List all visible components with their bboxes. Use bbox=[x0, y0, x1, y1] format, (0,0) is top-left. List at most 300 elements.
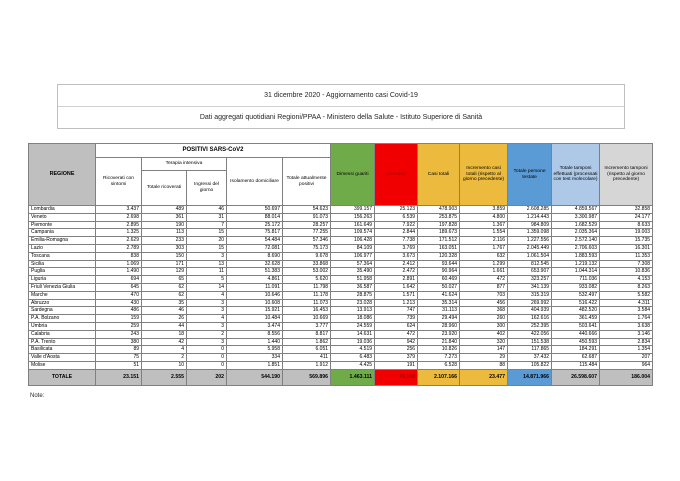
value-cell: 0 bbox=[187, 346, 227, 354]
column-header-incremento-tamponi: Incremento tamponi (rispetto al giorno precedente) bbox=[600, 144, 653, 206]
region-name: Veneto bbox=[29, 213, 96, 221]
value-cell: 334 bbox=[227, 354, 283, 362]
value-cell: 1.227.556 bbox=[508, 237, 552, 245]
value-cell: 15 bbox=[187, 229, 227, 237]
region-name: Piemonte bbox=[29, 221, 96, 229]
region-name: Lazio bbox=[29, 244, 96, 252]
column-header-casi-totali: Casi totali bbox=[418, 144, 460, 206]
value-cell: 532.497 bbox=[552, 291, 600, 299]
table-row bbox=[29, 354, 653, 362]
value-cell: 197.828 bbox=[418, 221, 460, 229]
value-cell: 4 bbox=[187, 315, 227, 323]
value-cell: 4.311 bbox=[600, 299, 653, 307]
value-cell: 1.764 bbox=[600, 315, 653, 323]
value-cell: 162.616 bbox=[508, 315, 552, 323]
value-cell: 7.273 bbox=[418, 354, 460, 362]
value-cell: 21.840 bbox=[418, 338, 460, 346]
value-cell: 5.958 bbox=[227, 346, 283, 354]
value-cell: 4.800 bbox=[460, 213, 508, 221]
value-cell: 323.257 bbox=[508, 276, 552, 284]
value-cell: 2.035.364 bbox=[552, 229, 600, 237]
value-cell: 2.706.603 bbox=[552, 244, 600, 252]
value-cell: 2.608.285 bbox=[508, 206, 552, 214]
region-name: Basilicata bbox=[29, 346, 96, 354]
value-cell: 739 bbox=[375, 315, 418, 323]
value-cell: 161.649 bbox=[331, 221, 375, 229]
value-cell: 259 bbox=[96, 322, 142, 330]
value-cell: 3 bbox=[187, 322, 227, 330]
value-cell: 472 bbox=[375, 330, 418, 338]
value-cell: 3.777 bbox=[283, 322, 331, 330]
value-cell: 711.036 bbox=[552, 276, 600, 284]
value-cell: 75.173 bbox=[283, 244, 331, 252]
value-cell: 1.571 bbox=[375, 291, 418, 299]
value-cell: 7 bbox=[187, 221, 227, 229]
value-cell: 3.859 bbox=[460, 206, 508, 214]
value-cell: 31.113 bbox=[418, 307, 460, 315]
value-cell: 4.519 bbox=[331, 346, 375, 354]
value-cell: 60.469 bbox=[418, 276, 460, 284]
column-header-isolamento-domiciliare: Isolamento domiciliare bbox=[227, 158, 283, 206]
value-cell: 14 bbox=[187, 283, 227, 291]
value-cell: 7.922 bbox=[375, 221, 418, 229]
value-cell: 4 bbox=[142, 346, 187, 354]
value-cell: 3.673 bbox=[375, 252, 418, 260]
region-name: Emilia-Romagna bbox=[29, 237, 96, 245]
table-row bbox=[29, 283, 653, 291]
value-cell: 361.459 bbox=[552, 315, 600, 323]
value-cell: 15 bbox=[187, 244, 227, 252]
value-cell: 19.036 bbox=[331, 338, 375, 346]
value-cell: 703 bbox=[460, 291, 508, 299]
value-cell: 53.002 bbox=[283, 268, 331, 276]
region-name: Sardegna bbox=[29, 307, 96, 315]
value-cell: 1.354 bbox=[600, 346, 653, 354]
value-cell: 20 bbox=[187, 237, 227, 245]
value-cell: 147 bbox=[460, 346, 508, 354]
total-value-cell: 14.871.966 bbox=[508, 369, 552, 385]
total-value-cell: 569.896 bbox=[283, 369, 331, 385]
value-cell: 42 bbox=[142, 338, 187, 346]
value-cell: 1.490 bbox=[96, 268, 142, 276]
value-cell: 29 bbox=[460, 354, 508, 362]
value-cell: 253.875 bbox=[418, 213, 460, 221]
value-cell: 65 bbox=[142, 276, 187, 284]
value-cell: 812.545 bbox=[508, 260, 552, 268]
value-cell: 7.738 bbox=[375, 237, 418, 245]
value-cell: 57.364 bbox=[331, 260, 375, 268]
total-row bbox=[29, 369, 653, 385]
value-cell: 5.620 bbox=[283, 276, 331, 284]
value-cell: 1.359.098 bbox=[508, 229, 552, 237]
table-row bbox=[29, 206, 653, 214]
region-name: Lombardia bbox=[29, 206, 96, 214]
value-cell: 23.028 bbox=[331, 299, 375, 307]
value-cell: 1.325 bbox=[96, 229, 142, 237]
value-cell: 113 bbox=[142, 229, 187, 237]
value-cell: 243 bbox=[96, 330, 142, 338]
value-cell: 150 bbox=[142, 252, 187, 260]
region-name: P.A. Trento bbox=[29, 338, 96, 346]
report-source-subtitle: Dati aggregati quotidiani Regioni/PPAA - Ministero della Salute - Istituto Superiore di Sanità bbox=[58, 106, 624, 128]
value-cell: 24.177 bbox=[600, 213, 653, 221]
value-cell: 1.214.443 bbox=[508, 213, 552, 221]
value-cell: 10.484 bbox=[227, 315, 283, 323]
value-cell: 3 bbox=[187, 338, 227, 346]
value-cell: 106.977 bbox=[331, 252, 375, 260]
value-cell: 151.538 bbox=[508, 338, 552, 346]
value-cell: 1.213 bbox=[375, 299, 418, 307]
region-name: Toscana bbox=[29, 252, 96, 260]
table-row bbox=[29, 299, 653, 307]
region-name: Liguria bbox=[29, 276, 96, 284]
value-cell: 2.789 bbox=[96, 244, 142, 252]
value-cell: 33.868 bbox=[283, 260, 331, 268]
table-row bbox=[29, 244, 653, 252]
value-cell: 57.346 bbox=[283, 237, 331, 245]
value-cell: 75 bbox=[96, 354, 142, 362]
value-cell: 11.798 bbox=[283, 283, 331, 291]
value-cell: 422.056 bbox=[508, 330, 552, 338]
value-cell: 13.913 bbox=[331, 307, 375, 315]
column-header-totale-ricoverati: Totale ricoverati bbox=[142, 171, 187, 206]
value-cell: 1.912 bbox=[283, 361, 331, 369]
value-cell: 1.299 bbox=[460, 260, 508, 268]
value-cell: 3.474 bbox=[227, 322, 283, 330]
value-cell: 3 bbox=[187, 252, 227, 260]
column-header-ricoverati-con-sintomi: Ricoverati con sintomi bbox=[96, 158, 142, 206]
value-cell: 2 bbox=[142, 354, 187, 362]
total-label: TOTALE bbox=[29, 369, 96, 385]
value-cell: 470 bbox=[96, 291, 142, 299]
table-row bbox=[29, 237, 653, 245]
value-cell: 456 bbox=[460, 299, 508, 307]
column-header-dimessi-guariti: Dimessi guariti bbox=[331, 144, 375, 206]
value-cell: 8.817 bbox=[283, 330, 331, 338]
value-cell: 747 bbox=[375, 307, 418, 315]
value-cell: 1.661 bbox=[460, 268, 508, 276]
table-row bbox=[29, 260, 653, 268]
value-cell: 8.556 bbox=[227, 330, 283, 338]
total-value-cell: 23.151 bbox=[96, 369, 142, 385]
value-cell: 120.328 bbox=[418, 252, 460, 260]
value-cell: 486 bbox=[96, 307, 142, 315]
value-cell: 54.623 bbox=[283, 206, 331, 214]
value-cell: 5 bbox=[187, 276, 227, 284]
value-cell: 25.172 bbox=[227, 221, 283, 229]
value-cell: 35 bbox=[142, 299, 187, 307]
value-cell: 10.608 bbox=[227, 299, 283, 307]
value-cell: 1.642 bbox=[375, 283, 418, 291]
value-cell: 260 bbox=[460, 315, 508, 323]
note-label: Note: bbox=[30, 393, 45, 399]
group-header-positivi-sars-cov2: POSITIVI SARS-CoV2 bbox=[96, 144, 331, 158]
value-cell: 877 bbox=[460, 283, 508, 291]
value-cell: 300 bbox=[460, 322, 508, 330]
total-value-cell: 186.004 bbox=[600, 369, 653, 385]
value-cell: 430 bbox=[96, 299, 142, 307]
value-cell: 2.472 bbox=[375, 268, 418, 276]
region-name: Campania bbox=[29, 229, 96, 237]
table-row bbox=[29, 291, 653, 299]
value-cell: 303 bbox=[142, 244, 187, 252]
value-cell: 624 bbox=[375, 322, 418, 330]
value-cell: 489 bbox=[142, 206, 187, 214]
value-cell: 28.257 bbox=[283, 221, 331, 229]
value-cell: 9.678 bbox=[283, 252, 331, 260]
value-cell: 10.646 bbox=[227, 291, 283, 299]
value-cell: 171.512 bbox=[418, 237, 460, 245]
table-row bbox=[29, 213, 653, 221]
table-row bbox=[29, 268, 653, 276]
value-cell: 1.851 bbox=[227, 361, 283, 369]
value-cell: 5.582 bbox=[600, 291, 653, 299]
value-cell: 4.861 bbox=[227, 276, 283, 284]
value-cell: 10.826 bbox=[418, 346, 460, 354]
value-cell: 6.483 bbox=[331, 354, 375, 362]
value-cell: 50.697 bbox=[227, 206, 283, 214]
value-cell: 91.073 bbox=[283, 213, 331, 221]
value-cell: 0 bbox=[187, 354, 227, 362]
value-cell: 3.146 bbox=[600, 330, 653, 338]
value-cell: 18 bbox=[142, 330, 187, 338]
value-cell: 440.666 bbox=[552, 330, 600, 338]
value-cell: 2.895 bbox=[96, 221, 142, 229]
total-value-cell: 74.159 bbox=[375, 369, 418, 385]
total-value-cell: 26.598.607 bbox=[552, 369, 600, 385]
value-cell: 46 bbox=[187, 206, 227, 214]
value-cell: 32.858 bbox=[600, 206, 653, 214]
value-cell: 24.559 bbox=[331, 322, 375, 330]
table-body bbox=[29, 206, 653, 386]
value-cell: 10.836 bbox=[600, 268, 653, 276]
value-cell: 1.069 bbox=[96, 260, 142, 268]
value-cell: 6.051 bbox=[283, 346, 331, 354]
value-cell: 4.859.567 bbox=[552, 206, 600, 214]
value-cell: 404.939 bbox=[508, 307, 552, 315]
value-cell: 2.844 bbox=[375, 229, 418, 237]
value-cell: 16.301 bbox=[600, 244, 653, 252]
value-cell: 25.123 bbox=[375, 206, 418, 214]
column-header-totale-attualmente-positivi: Totale attualmente positivi bbox=[283, 158, 331, 206]
value-cell: 46 bbox=[142, 307, 187, 315]
value-cell: 380 bbox=[96, 338, 142, 346]
region-name: Abruzzo bbox=[29, 299, 96, 307]
value-cell: 252.395 bbox=[508, 322, 552, 330]
table-row bbox=[29, 315, 653, 323]
value-cell: 8.263 bbox=[600, 283, 653, 291]
value-cell: 399.157 bbox=[331, 206, 375, 214]
value-cell: 3 bbox=[187, 299, 227, 307]
region-name: Marche bbox=[29, 291, 96, 299]
value-cell: 54.484 bbox=[227, 237, 283, 245]
value-cell: 6.539 bbox=[375, 213, 418, 221]
value-cell: 2.572.140 bbox=[552, 237, 600, 245]
table-row bbox=[29, 330, 653, 338]
value-cell: 75.817 bbox=[227, 229, 283, 237]
column-header-deceduti: Deceduti bbox=[375, 144, 418, 206]
value-cell: 2 bbox=[187, 330, 227, 338]
table-header bbox=[29, 144, 653, 206]
value-cell: 171 bbox=[142, 260, 187, 268]
value-cell: 368 bbox=[460, 307, 508, 315]
value-cell: 13 bbox=[187, 260, 227, 268]
value-cell: 482.520 bbox=[552, 307, 600, 315]
column-header-regione: REGIONE bbox=[29, 144, 96, 206]
value-cell: 4 bbox=[187, 291, 227, 299]
value-cell: 106.428 bbox=[331, 237, 375, 245]
value-cell: 411 bbox=[283, 354, 331, 362]
table-row bbox=[29, 252, 653, 260]
value-cell: 933.082 bbox=[552, 283, 600, 291]
value-cell: 2.412 bbox=[375, 260, 418, 268]
report-title-box bbox=[57, 84, 625, 129]
value-cell: 29.494 bbox=[418, 315, 460, 323]
value-cell: 117.865 bbox=[508, 346, 552, 354]
value-cell: 189.673 bbox=[418, 229, 460, 237]
total-value-cell: 1.463.111 bbox=[331, 369, 375, 385]
value-cell: 1.367 bbox=[460, 221, 508, 229]
column-header-incremento-casi: Incremento casi totali (rispetto al giorno precedente) bbox=[460, 144, 508, 206]
value-cell: 11.178 bbox=[283, 291, 331, 299]
value-cell: 89 bbox=[96, 346, 142, 354]
value-cell: 6.528 bbox=[418, 361, 460, 369]
value-cell: 105.822 bbox=[508, 361, 552, 369]
value-cell: 964 bbox=[600, 361, 653, 369]
value-cell: 838 bbox=[96, 252, 142, 260]
value-cell: 256 bbox=[375, 346, 418, 354]
value-cell: 11 bbox=[187, 268, 227, 276]
value-cell: 2.629 bbox=[96, 237, 142, 245]
value-cell: 62 bbox=[142, 283, 187, 291]
value-cell: 32.628 bbox=[227, 260, 283, 268]
table-row bbox=[29, 346, 653, 354]
table-row bbox=[29, 338, 653, 346]
table-row bbox=[29, 361, 653, 369]
value-cell: 44 bbox=[142, 322, 187, 330]
value-cell: 10 bbox=[142, 361, 187, 369]
value-cell: 516.422 bbox=[552, 299, 600, 307]
value-cell: 36.587 bbox=[331, 283, 375, 291]
value-cell: 28.960 bbox=[418, 322, 460, 330]
value-cell: 156.263 bbox=[331, 213, 375, 221]
value-cell: 72.081 bbox=[227, 244, 283, 252]
value-cell: 2.116 bbox=[460, 237, 508, 245]
value-cell: 3.769 bbox=[375, 244, 418, 252]
table-row bbox=[29, 221, 653, 229]
value-cell: 31 bbox=[187, 213, 227, 221]
value-cell: 1.883.593 bbox=[552, 252, 600, 260]
value-cell: 16.453 bbox=[283, 307, 331, 315]
value-cell: 3.437 bbox=[96, 206, 142, 214]
value-cell: 1.061.504 bbox=[508, 252, 552, 260]
value-cell: 3.300.987 bbox=[552, 213, 600, 221]
value-cell: 2.045.449 bbox=[508, 244, 552, 252]
region-name: Friuli Venezia Giulia bbox=[29, 283, 96, 291]
value-cell: 4.425 bbox=[331, 361, 375, 369]
value-cell: 653.907 bbox=[508, 268, 552, 276]
value-cell: 23.920 bbox=[418, 330, 460, 338]
table-row bbox=[29, 322, 653, 330]
value-cell: 191 bbox=[375, 361, 418, 369]
value-cell: 159 bbox=[96, 315, 142, 323]
value-cell: 90.964 bbox=[418, 268, 460, 276]
value-cell: 341.139 bbox=[508, 283, 552, 291]
value-cell: 109.574 bbox=[331, 229, 375, 237]
value-cell: 3.584 bbox=[600, 307, 653, 315]
value-cell: 320 bbox=[460, 338, 508, 346]
value-cell: 3 bbox=[187, 307, 227, 315]
value-cell: 50.027 bbox=[418, 283, 460, 291]
value-cell: 1.219.132 bbox=[552, 260, 600, 268]
value-cell: 450.593 bbox=[552, 338, 600, 346]
value-cell: 478.903 bbox=[418, 206, 460, 214]
value-cell: 10.669 bbox=[283, 315, 331, 323]
column-header-ingressi-del-giorno: Ingressi del giorno bbox=[187, 171, 227, 206]
value-cell: 51.958 bbox=[331, 276, 375, 284]
value-cell: 51 bbox=[96, 361, 142, 369]
value-cell: 15.735 bbox=[600, 237, 653, 245]
total-value-cell: 202 bbox=[187, 369, 227, 385]
report-date-title: 31 dicembre 2020 - Aggiornamento casi Covid-19 bbox=[264, 92, 418, 99]
group-header-terapia-intensiva: Terapia intensiva bbox=[142, 158, 227, 171]
value-cell: 233 bbox=[142, 237, 187, 245]
value-cell: 2.891 bbox=[375, 276, 418, 284]
total-value-cell: 2.555 bbox=[142, 369, 187, 385]
region-name: Puglia bbox=[29, 268, 96, 276]
value-cell: 2.698 bbox=[96, 213, 142, 221]
value-cell: 88.014 bbox=[227, 213, 283, 221]
value-cell: 207 bbox=[600, 354, 653, 362]
value-cell: 26 bbox=[142, 315, 187, 323]
value-cell: 41.624 bbox=[418, 291, 460, 299]
region-name: Molise bbox=[29, 361, 96, 369]
region-name: Umbria bbox=[29, 322, 96, 330]
value-cell: 28.875 bbox=[331, 291, 375, 299]
value-cell: 51.383 bbox=[227, 268, 283, 276]
value-cell: 315.319 bbox=[508, 291, 552, 299]
value-cell: 18.086 bbox=[331, 315, 375, 323]
value-cell: 3.638 bbox=[600, 322, 653, 330]
value-cell: 269.992 bbox=[508, 299, 552, 307]
value-cell: 1.682.529 bbox=[552, 221, 600, 229]
value-cell: 62 bbox=[142, 291, 187, 299]
table-row bbox=[29, 307, 653, 315]
value-cell: 11.073 bbox=[283, 299, 331, 307]
value-cell: 84.109 bbox=[331, 244, 375, 252]
value-cell: 11.353 bbox=[600, 252, 653, 260]
table-row bbox=[29, 229, 653, 237]
value-cell: 7.308 bbox=[600, 260, 653, 268]
value-cell: 19.003 bbox=[600, 229, 653, 237]
total-value-cell: 2.107.166 bbox=[418, 369, 460, 385]
value-cell: 184.291 bbox=[552, 346, 600, 354]
value-cell: 1.767 bbox=[460, 244, 508, 252]
value-cell: 163.051 bbox=[418, 244, 460, 252]
value-cell: 14.631 bbox=[331, 330, 375, 338]
value-cell: 0 bbox=[187, 361, 227, 369]
region-name: Sicilia bbox=[29, 260, 96, 268]
value-cell: 35.314 bbox=[418, 299, 460, 307]
region-name: P.A. Bolzano bbox=[29, 315, 96, 323]
value-cell: 503.641 bbox=[552, 322, 600, 330]
value-cell: 645 bbox=[96, 283, 142, 291]
value-cell: 984.809 bbox=[508, 221, 552, 229]
table-row bbox=[29, 276, 653, 284]
value-cell: 1.044.314 bbox=[552, 268, 600, 276]
value-cell: 1.554 bbox=[460, 229, 508, 237]
value-cell: 361 bbox=[142, 213, 187, 221]
